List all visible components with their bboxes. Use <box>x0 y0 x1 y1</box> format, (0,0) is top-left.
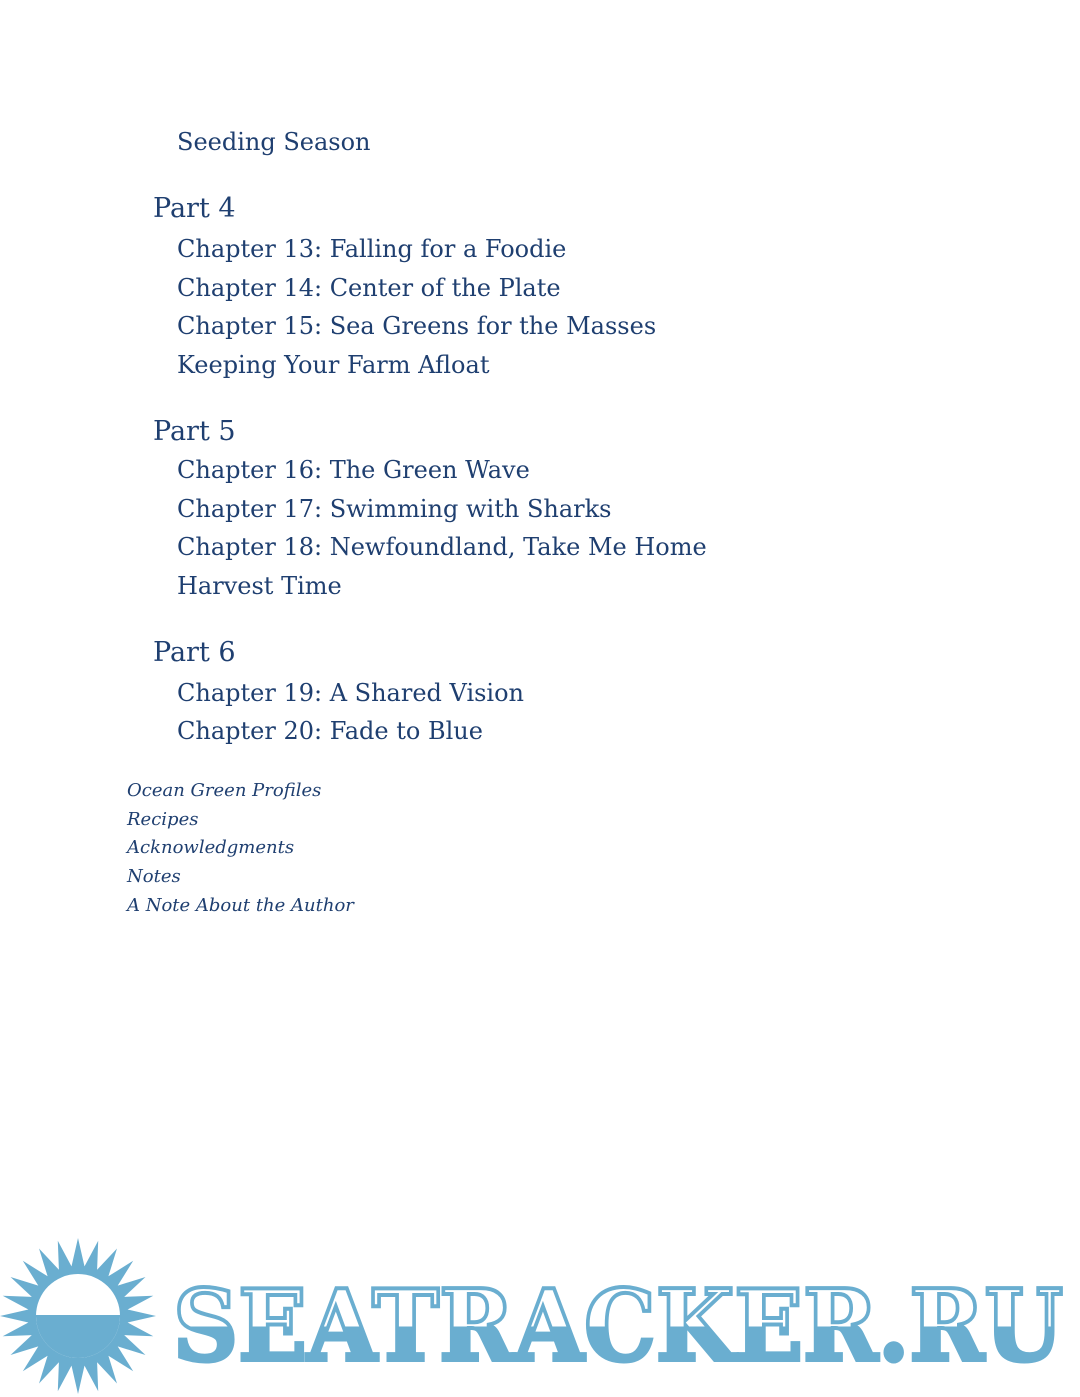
toc-entry-chapter-15[interactable]: Chapter 15: Sea Greens for the Masses <box>177 312 657 340</box>
watermark-banner <box>0 1230 1080 1397</box>
sun-logo-icon <box>0 1238 156 1394</box>
toc-entry-keeping-your-farm-afloat[interactable]: Keeping Your Farm Afloat <box>177 351 490 379</box>
toc-entry-chapter-13[interactable]: Chapter 13: Falling for a Foodie <box>177 235 567 263</box>
part-4-heading[interactable]: Part 4 <box>153 193 236 224</box>
toc-entry-chapter-18[interactable]: Chapter 18: Newfoundland, Take Me Home <box>177 533 707 561</box>
toc-entry-chapter-16[interactable]: Chapter 16: The Green Wave <box>177 456 530 484</box>
toc-entry-ocean-green-profiles[interactable]: Ocean Green Profiles <box>127 780 322 801</box>
watermark-text: SEATRACKER.RU <box>173 1269 1063 1384</box>
part-5-heading[interactable]: Part 5 <box>153 416 236 447</box>
toc-entry-recipes[interactable]: Recipes <box>127 809 199 830</box>
toc-entry-chapter-14[interactable]: Chapter 14: Center of the Plate <box>177 274 561 302</box>
toc-entry-harvest-time[interactable]: Harvest Time <box>177 572 342 600</box>
toc-entry-chapter-19[interactable]: Chapter 19: A Shared Vision <box>177 679 525 707</box>
toc-entry-acknowledgments[interactable]: Acknowledgments <box>127 837 295 858</box>
toc-entry-seeding-season[interactable]: Seeding Season <box>177 128 371 156</box>
toc-entry-chapter-20[interactable]: Chapter 20: Fade to Blue <box>177 717 483 745</box>
part-6-heading[interactable]: Part 6 <box>153 637 236 668</box>
toc-entry-note-about-author[interactable]: A Note About the Author <box>127 895 354 916</box>
toc-entry-chapter-17[interactable]: Chapter 17: Swimming with Sharks <box>177 495 612 523</box>
toc-entry-notes[interactable]: Notes <box>127 866 181 887</box>
